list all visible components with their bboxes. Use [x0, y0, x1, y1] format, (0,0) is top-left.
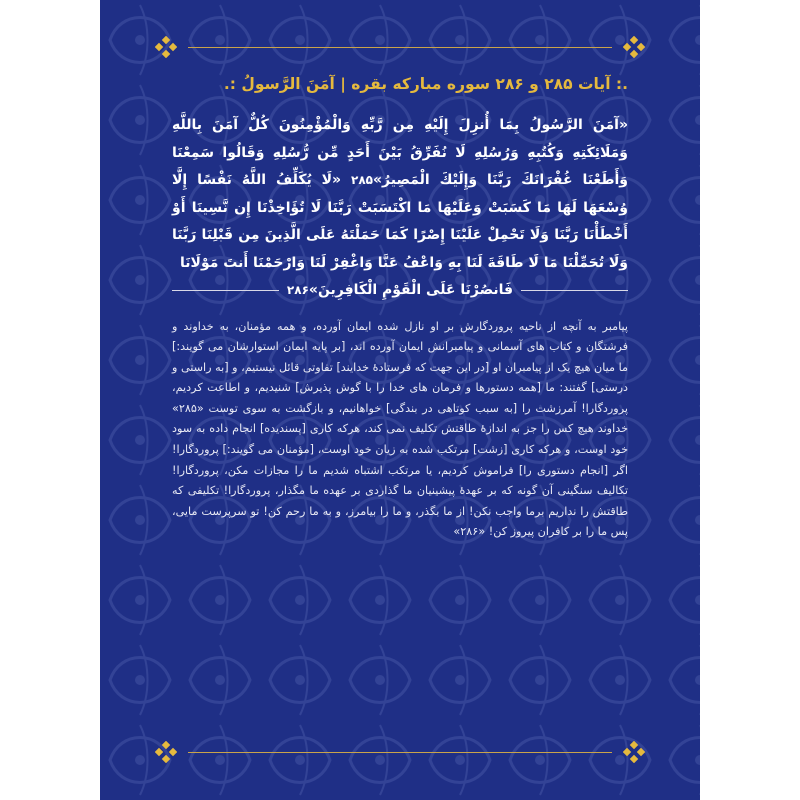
persian-translation: پیامبر به آنچه از ناحیه پروردگارش بر او نازل شده ایمان آورده، و همه مؤمنان، به خداوند و فرشتگان و کتاب های آسمانی و پیامبرانش ایمان آورده اند، [بر پایه ایمان استوارشان می گویند:] ما میان هیچ یک از پیامبران او [در این جهت که فرستادۀ خدایند] تفاوتی قائل نیستیم، و [به راستی و درستی] گفتند: ما [همه دستورها و فرمان های خدا را با گوش پذیرش] شنیدیم، و اطاعت کردیم، پروردگارا! آمرزشت را [به سبب کوتاهی در بندگی] خواهانیم، و بازگشت به سوی توست «۲۸۵» خداوند هیچ کس را جز به اندازۀ طاقتش تکلیف نمی کند، هرکه کاری [پسندیده] انجام داده به سود خود اوست، و هرکه کاری [زشت] مرتکب شده به زیان خود اوست، [مؤمنان می گویند:] پروردگارا! اگر [انجام دستوری را] فراموش کردیم، یا مرتکب اشتباه شدیم ما را مجازات مکن، پروردگارا! تکالیف سنگینی آن گونه که بر عهدۀ پیشینیان ما گذاردی بر عهده ما مگذار، پروردگارا! تکلیفی که طاقتش را نداریم برما واجب نکن! از ما بگذر، و ما را بیامرز، و به ما رحم کن! تو سرپرست مایی، پس ما را بر کافران پیروز کن! «۲۸۶»: [172, 319, 628, 539]
top-border-line: [188, 47, 612, 48]
verse-286-ending-text: فَانصُرْنَا عَلَى الْقَوْمِ الْكَافِرِينَ»: [308, 282, 514, 298]
flower-ornament-icon: [155, 36, 177, 58]
verse-286-number: ۲۸۶: [286, 283, 309, 297]
verse-286-last-line: [172, 277, 628, 305]
content-panel: [172, 70, 628, 730]
verse-286: «لَا يُكَلِّفُ اللَّهُ نَفْسًا إِلَّا وُسْعَهَا لَهَا مَا كَسَبَتْ وَعَلَيْهَا مَا اكْتَسَبَتْ رَبَّنَا لَا تُؤَاخِذْنَا إِن نَّسِينَا أَوْ أَخْطَأْنَا رَبَّنَا وَلَا تَحْمِلْ عَلَيْنَا إِصْرًا كَمَا حَمَلْتَهُ عَلَى الَّذِينَ مِن قَبْلِنَا رَبَّنَا وَلَا تُحَمِّلْنَا مَا لَا طَاقَةَ لَنَا بِهِ وَاعْفُ عَنَّا وَاغْفِرْ لَنَا وَارْحَمْنَا أَنتَ مَوْلَانَا: [172, 172, 628, 271]
quran-verses: [172, 112, 628, 305]
flower-ornament-icon: [623, 741, 645, 763]
page-title: .: آیات ۲۸۵ و ۲۸۶ سوره مبارکه بقره | آمَنَ الرَّسولُ :.: [223, 75, 628, 93]
divider-left: [172, 290, 279, 291]
bottom-border-line: [188, 752, 612, 753]
verse-285: «آمَنَ الرَّسُولُ بِمَا أُنزِلَ إِلَيْهِ مِن رَّبِّهِ وَالْمُؤْمِنُونَ كُلٌّ آمَنَ بِاللَّهِ وَمَلَائِكَتِهِ وَكُتُبِهِ وَرُسُلِهِ لَا نُفَرِّقُ بَيْنَ أَحَدٍ مِّن رُّسُلِهِ وَقَالُوا سَمِعْنَا وَأَطَعْنَا غُفْرَانَكَ رَبَّنَا وَإِلَيْكَ الْمَصِيرُ»: [172, 117, 629, 188]
verse-286-ending: [287, 277, 513, 305]
flower-ornament-icon: [155, 741, 177, 763]
divider-right: [521, 290, 628, 291]
verse-285-number: ۲۸۵: [351, 173, 373, 187]
flower-ornament-icon: [623, 36, 645, 58]
poster: [100, 0, 700, 800]
